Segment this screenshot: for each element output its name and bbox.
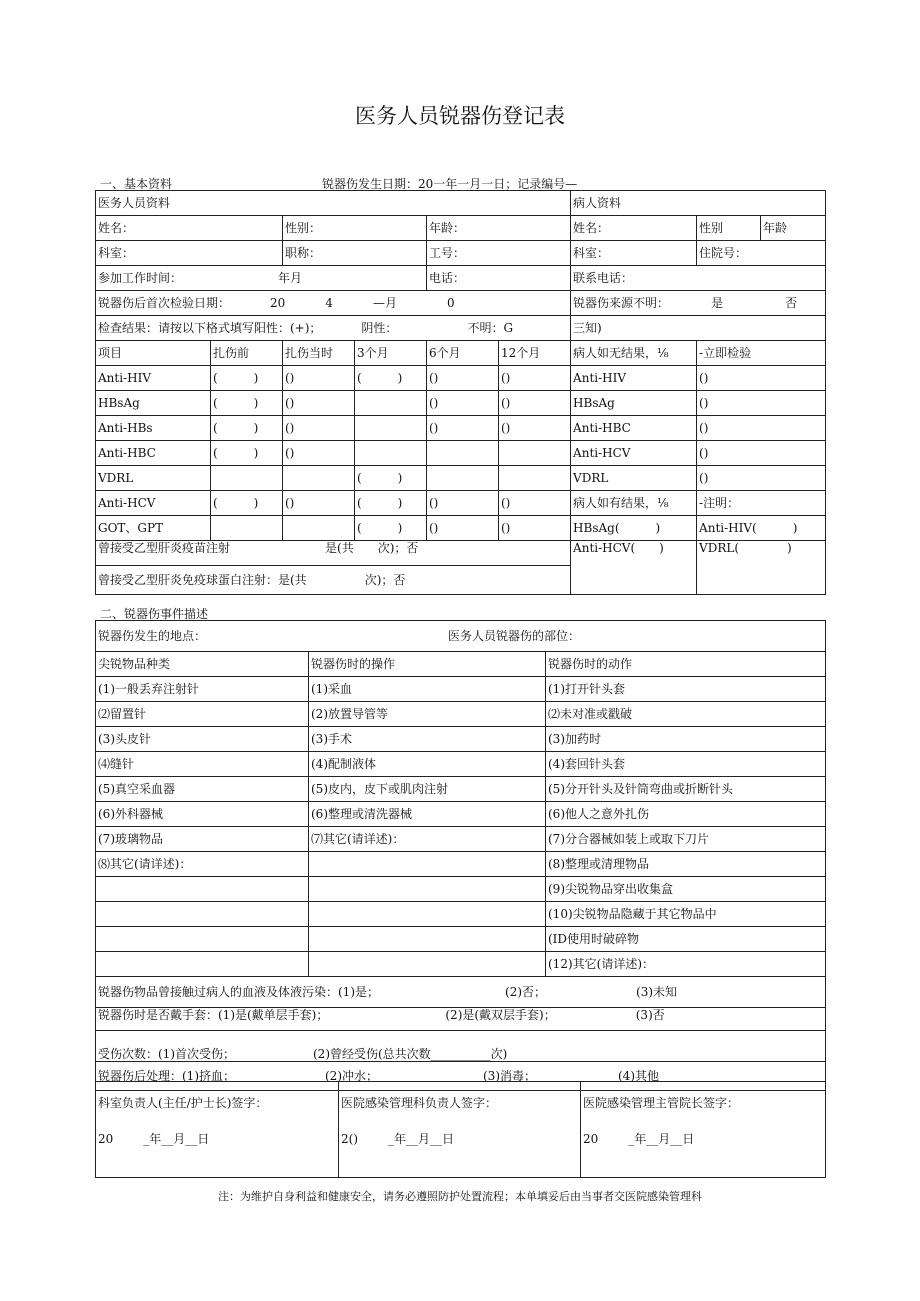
option-op[interactable]: (2)放置导管等 [309, 702, 546, 727]
test-cell[interactable]: ( ) [211, 491, 283, 516]
event-row [96, 852, 826, 877]
event-row [96, 802, 826, 827]
staff-dept-field[interactable]: 科室： [96, 241, 283, 266]
option-op[interactable]: (6)整理或清洗器械 [309, 802, 546, 827]
patient-test-cell[interactable]: () [697, 466, 826, 491]
option-action[interactable]: (6)他人之意外扎伤 [546, 802, 826, 827]
option-action[interactable]: (3)加药时 [546, 727, 826, 752]
event-table [95, 620, 826, 1091]
option-type[interactable]: (5)真空采血器 [96, 777, 309, 802]
event-row [96, 677, 826, 702]
patient-bed-field[interactable]: 住院号： [697, 241, 826, 266]
test-cell[interactable] [499, 441, 571, 466]
blank-cell [309, 927, 546, 952]
test-row [96, 491, 826, 516]
staff-age-field[interactable]: 年龄： [427, 216, 571, 241]
test-cell[interactable]: () [499, 416, 571, 441]
option-action[interactable]: (7)分合器械如装上或取下刀片 [546, 827, 826, 852]
event-row [96, 827, 826, 852]
option-op[interactable]: (3)手术 [309, 727, 546, 752]
test-head-6m: 6个月 [427, 341, 499, 366]
section1-heading: 一、基本资料 [100, 177, 173, 191]
option-op[interactable]: (1)采血 [309, 677, 546, 702]
patient-test-name: HBsAg [571, 391, 697, 416]
test-cell[interactable]: () [427, 516, 499, 541]
col-head-type: 尖锐物品种类 [96, 652, 309, 677]
patient-test-cell[interactable]: () [697, 391, 826, 416]
location-row[interactable]: 锐器伤发生的地点： 医务人员锐器伤的部位： [96, 621, 826, 652]
injury-times-row[interactable]: 受伤次数：(1)首次受伤； (2)曾经受伤(总共次数__________次) [96, 1031, 826, 1062]
patient-header: 病人资料 [571, 191, 826, 216]
treatment-row[interactable]: 锐器伤后处理：(1)挤血； (2)冲水； (3)消毒； (4)其他 [96, 1062, 826, 1091]
option-action[interactable]: ⑵未对准或戳破 [546, 702, 826, 727]
test-cell[interactable]: () [499, 516, 571, 541]
test-cell[interactable]: () [283, 416, 355, 441]
test-cell[interactable]: () [427, 416, 499, 441]
test-name: HBsAg [96, 391, 211, 416]
option-type[interactable]: (7)玻璃物品 [96, 827, 309, 852]
test-cell[interactable]: () [427, 366, 499, 391]
staff-gender-field[interactable]: 性别： [283, 216, 427, 241]
patient-test-name: Anti-HCV [571, 441, 697, 466]
test-cell[interactable]: ( ) [355, 466, 427, 491]
staff-title-field[interactable]: 职称： [283, 241, 427, 266]
test-head-3m: 3个月 [355, 341, 427, 366]
option-type[interactable]: (6)外科器械 [96, 802, 309, 827]
test-cell[interactable] [355, 441, 427, 466]
test-cell[interactable]: ( ) [211, 441, 283, 466]
patient-contact-field[interactable]: 联系电话： [571, 266, 826, 291]
test-name: VDRL [96, 466, 211, 491]
test-cell[interactable]: () [499, 491, 571, 516]
test-cell[interactable] [355, 391, 427, 416]
patient-test-cell[interactable]: () [697, 441, 826, 466]
blank-cell [309, 902, 546, 927]
patient-age-field[interactable]: 年龄 [761, 216, 826, 241]
patient-test-name: Anti-HIV [571, 366, 697, 391]
infection-control-signature[interactable]: 医院感染管理科负责人签字： 2() _年__月__日 [339, 1082, 581, 1178]
test-cell[interactable] [499, 466, 571, 491]
dean-signature[interactable]: 医院感染管理主管院长签字： 20 _年__月__日 [581, 1082, 826, 1178]
first-test-date-field[interactable]: 锐器伤后首次检验日期： 20 4 —月 0 [96, 291, 571, 316]
test-row [96, 516, 826, 541]
event-row [96, 702, 826, 727]
test-cell[interactable]: () [427, 391, 499, 416]
test-name: Anti-HCV [96, 491, 211, 516]
test-cell[interactable]: ( ) [355, 516, 427, 541]
patient-result-hbsag[interactable]: HBsAg( ) [571, 516, 697, 541]
option-type[interactable]: (1)一般丢弃注射针 [96, 677, 309, 702]
option-op[interactable]: (4)配制液体 [309, 752, 546, 777]
test-cell[interactable] [427, 466, 499, 491]
staff-phone-field[interactable]: 电话： [427, 266, 571, 291]
test-cell[interactable] [355, 416, 427, 441]
option-action[interactable]: (ID使用时破碎物 [546, 927, 826, 952]
section2-heading: 二、锐器伤事件描述 [100, 607, 209, 621]
col-head-op: 锐器伤时的操作 [309, 652, 546, 677]
test-cell[interactable]: ( ) [211, 366, 283, 391]
test-row [96, 466, 826, 491]
hepb-vaccine-row[interactable]: 曾接受乙型肝炎疫苗注射 是(共 次)；否 [96, 541, 571, 566]
basic-info-table [95, 190, 826, 595]
patient-test-cell[interactable]: () [697, 416, 826, 441]
option-type[interactable]: ⑷缝针 [96, 752, 309, 777]
option-action[interactable]: (12)其它(请详述)： [546, 952, 826, 977]
test-name: GOT、GPT [96, 516, 211, 541]
event-row [96, 902, 826, 927]
blank-cell [96, 927, 309, 952]
dept-head-signature[interactable]: 科室负责人(主任/护士长)签字： 20 _年__月__日 [96, 1082, 339, 1178]
test-cell[interactable] [211, 516, 283, 541]
test-cell[interactable]: () [499, 391, 571, 416]
test-cell[interactable] [427, 441, 499, 466]
option-action[interactable]: (1)打开针头套 [546, 677, 826, 702]
test-cell[interactable]: () [283, 491, 355, 516]
blank-cell [309, 852, 546, 877]
test-head-12m: 12个月 [499, 341, 571, 366]
test-cell[interactable]: ( ) [355, 366, 427, 391]
test-name: Anti-HIV [96, 366, 211, 391]
patient-test-name: VDRL [571, 466, 697, 491]
test-row [96, 441, 826, 466]
option-type[interactable]: ⑻其它(请详述)： [96, 852, 309, 877]
blank-cell [96, 877, 309, 902]
blood-contact-row[interactable]: 锐器伤物品曾接触过病人的血液及体液污染：(1)是； (2)否； (3)未知 [96, 977, 826, 1008]
test-name: Anti-HBC [96, 441, 211, 466]
signature-table [95, 1081, 826, 1178]
blank-cell [96, 902, 309, 927]
option-action[interactable]: (10)尖锐物品隐藏于其它物品中 [546, 902, 826, 927]
test-head-before: 扎伤前 [211, 341, 283, 366]
footer-note: 注：为维护自身利益和健康安全，请务必遵照防护处置流程；本单填妥后由当事者交医院感染管理科 [218, 1190, 702, 1203]
option-op[interactable]: ⑺其它(请详述)： [309, 827, 546, 852]
blank-cell [309, 952, 546, 977]
test-cell[interactable] [283, 466, 355, 491]
staff-name-field[interactable]: 姓名： [96, 216, 283, 241]
note-label: -注明： [697, 491, 826, 516]
test-cell[interactable] [283, 516, 355, 541]
staff-jobno-field[interactable]: 工号： [427, 241, 571, 266]
immediate-test: -立即检验 [697, 341, 826, 366]
event-row [96, 727, 826, 752]
patient-result-antihiv[interactable]: Anti-HIV( ) [697, 516, 826, 541]
test-cell[interactable]: () [283, 391, 355, 416]
option-action[interactable]: (4)套回针头套 [546, 752, 826, 777]
option-action[interactable]: (8)整理或清理物品 [546, 852, 826, 877]
test-name: Anti-HBs [96, 416, 211, 441]
blank-cell [96, 952, 309, 977]
gloves-row[interactable]: 锐器伤时是否戴手套：(1)是(戴单层手套)； (2)是(戴双层手套)； (3)否 [96, 1008, 826, 1031]
patient-gender-field[interactable]: 性别 [697, 216, 761, 241]
source-unknown-field[interactable]: 锐器伤来源不明： 是 否 [571, 291, 826, 316]
test-cell[interactable]: () [427, 491, 499, 516]
option-type[interactable]: ⑵留置针 [96, 702, 309, 727]
test-row [96, 416, 826, 441]
patient-name-field[interactable]: 姓名： [571, 216, 697, 241]
hbig-row[interactable]: 曾接受乙型肝炎免疫球蛋白注射：是(共 次)；否 [96, 566, 571, 595]
event-row [96, 777, 826, 802]
patient-has-result: 病人如有结果，⅛ [571, 491, 697, 516]
option-type[interactable]: (3)头皮针 [96, 727, 309, 752]
option-op[interactable]: (5)皮内，皮下或肌肉注射 [309, 777, 546, 802]
work-start-field[interactable]: 参加工作时间： 年月 [96, 266, 427, 291]
test-cell[interactable]: ( ) [355, 491, 427, 516]
patient-no-result: 病人如无结果，⅛ [571, 341, 697, 366]
test-cell[interactable]: ( ) [211, 391, 283, 416]
patient-test-name: Anti-HBC [571, 416, 697, 441]
patient-dept-field[interactable]: 科室： [571, 241, 697, 266]
blank-cell [309, 877, 546, 902]
test-cell[interactable]: () [283, 366, 355, 391]
know-cell: 三知) [571, 316, 826, 341]
option-action[interactable]: (9)尖锐物品穿出收集盒 [546, 877, 826, 902]
patient-result-antihcv[interactable]: Anti-HCV( ) [571, 541, 697, 595]
event-row [96, 927, 826, 952]
test-cell[interactable] [211, 466, 283, 491]
test-head-at: 扎伤当时 [283, 341, 355, 366]
event-row [96, 752, 826, 777]
page-title: 医务人员锐器伤登记表 [355, 104, 565, 128]
test-cell[interactable]: () [499, 366, 571, 391]
event-row [96, 877, 826, 902]
test-row [96, 391, 826, 416]
patient-test-cell[interactable]: () [697, 366, 826, 391]
test-cell[interactable]: () [283, 441, 355, 466]
option-action[interactable]: (5)分开针头及针筒弯曲或折断针头 [546, 777, 826, 802]
test-row [96, 366, 826, 391]
patient-result-vdrl[interactable]: VDRL( ) [697, 541, 826, 595]
test-cell[interactable]: ( ) [211, 416, 283, 441]
injury-date-line: 锐器伤发生日期：20一年一月一日；记录编号— [322, 177, 578, 191]
event-row [96, 952, 826, 977]
col-head-action: 锐器伤时的动作 [546, 652, 826, 677]
staff-header: 医务人员资料 [96, 191, 571, 216]
test-head-item: 项目 [96, 341, 211, 366]
result-format-row: 检查结果：请按以下格式填写阳性：(+)； 阴性： 不明：G [96, 316, 571, 341]
